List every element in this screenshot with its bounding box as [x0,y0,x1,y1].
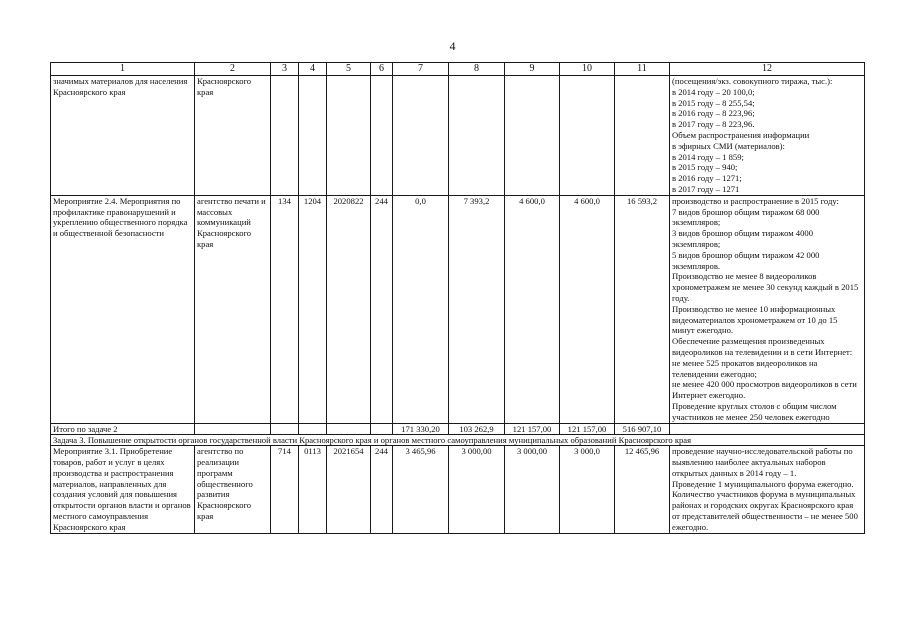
total-amount: 516 907,10 [615,423,670,434]
amount-cell: 3 000,0 [560,446,615,533]
total-row [51,423,865,434]
total-label: Итого по задаче 2 [51,423,195,434]
amount-cell: 3 465,96 [393,446,449,533]
table-row [51,446,865,533]
result-line: Проведение 1 муниципального форума ежегодно. [672,478,854,489]
amount-cell: 3 000,00 [449,446,505,533]
header-cell: 8 [449,63,505,76]
result-line: Проведение круглых столов с общим числом участников не менее 250 человек ежегодно [672,400,837,422]
result-line: 7 видов брошюр общим тиражом 68 000 экземпляров; [672,206,820,228]
header-cell: 3 [271,63,299,76]
executor-cell: агентство печати и массовых коммуникаций Красноярского края [195,195,271,423]
program-table [50,62,865,534]
result-line: в 2015 году – 940; [672,162,738,173]
code-cell: 0113 [299,446,327,533]
code-cell: 1204 [299,195,327,423]
header-cell: 5 [327,63,371,76]
result-line: Производство не менее 10 информационных видеоматериалов хронометражем от 10 до 15 минут ежегодно. [672,303,838,336]
result-line: в 2016 году – 8 223,96; [672,108,755,119]
result-line: Производство не менее 8 видеороликов хронометражем не менее 30 секунд каждый в 2015 году. [672,271,859,303]
table-row [51,195,865,423]
header-cell: 4 [299,63,327,76]
code-cell: 134 [271,195,299,423]
result-line: производство и распространение в 2015 году: [672,195,839,206]
code-cell: 2021654 [327,446,371,533]
result-line: в 2016 году – 1271; [672,173,742,184]
header-cell: 10 [560,63,615,76]
amount-cell: 3 000,00 [505,446,560,533]
total-amount: 121 157,00 [560,423,615,434]
result-line: проведение научно-исследовательской работы по выявлению наиболее актуальных наборов открытых данных в 2014 году – 1. [672,446,853,478]
table-row [51,76,865,196]
result-line: не менее 420 000 просмотров видеороликов в сети Интернет ежегодно. [672,379,857,401]
task-heading: Задача 3. Повышение открытости органов государственной власти Красноярского края и органов местного самоуправления муниципальных образований Красноярского края [51,434,865,446]
measure-name-cell: Мероприятие 3.1. Приобретение товаров, работ и услуг в целях производства и распространения материалов, направленных для создания условий для повышения открытости органов власти и органов местного самоуправления Красноярского края [51,446,195,533]
result-line: в 2015 году – 8 255,54; [672,97,755,108]
header-cell: 7 [393,63,449,76]
measure-name-cell: Мероприятие 2.4. Мероприятия по профилактике правонарушений и укреплению общественного порядка и общественной безопасности [51,195,195,423]
result-line: (посещения/экз. совокупного тиража, тыс.): [672,76,833,86]
result-line: Обеспечение размещения произведенных видеороликов на телевидении и в сети Интернет: [672,336,853,357]
code-cell: 714 [271,446,299,533]
result-line: 5 видов брошюр общим тиражом 42 000 экземпляров. [672,249,820,271]
task-row [51,434,865,446]
header-cell: 9 [505,63,560,76]
header-cell: 2 [195,63,271,76]
header-cell: 1 [51,63,195,76]
header-cell: 12 [670,63,865,76]
total-amount: 171 330,20 [393,423,449,434]
result-line: в 2017 году – 1271 [672,183,740,194]
result-line: 3 видов брошюр общим тиражом 4000 экземпляров; [672,228,813,249]
result-cell [670,195,865,423]
result-cell [670,76,865,196]
amount-cell: 0,0 [393,195,449,423]
code-cell: 244 [371,446,393,533]
result-line: в 2014 году – 1 859; [672,151,744,162]
code-cell: 244 [371,195,393,423]
result-line: в 2014 году – 20 100,0; [672,86,755,97]
code-cell: 2020822 [327,195,371,423]
result-line: Количество участников форума в муниципальных районах и городских округах Красноярского края от представителей общественности – не менее 500 ежегодно. [672,489,858,532]
measure-name-cell: значимых материалов для населения Красноярского края [51,76,195,196]
amount-cell: 4 600,0 [560,195,615,423]
result-cell [670,446,865,533]
total-amount: 103 262,9 [449,423,505,434]
header-cell: 6 [371,63,393,76]
header-cell: 11 [615,63,670,76]
header-row [51,63,865,76]
amount-cell: 7 393,2 [449,195,505,423]
result-line: в эфирных СМИ (материалов): [672,140,785,151]
result-line: не менее 525 прокатов видеороликов на телевидении ежегодно; [672,357,818,379]
total-amount: 121 157,00 [505,423,560,434]
amount-cell: 16 593,2 [615,195,670,423]
amount-cell: 12 465,96 [615,446,670,533]
page-number: 4 [449,39,456,53]
amount-cell: 4 600,0 [505,195,560,423]
executor-cell: агентство по реализации программ общественного развития Красноярского края [195,446,271,533]
executor-cell: Красноярского края [195,76,271,196]
result-line: Объем распространения информации [672,129,810,140]
result-line: в 2017 году – 8 223,96. [672,119,755,130]
